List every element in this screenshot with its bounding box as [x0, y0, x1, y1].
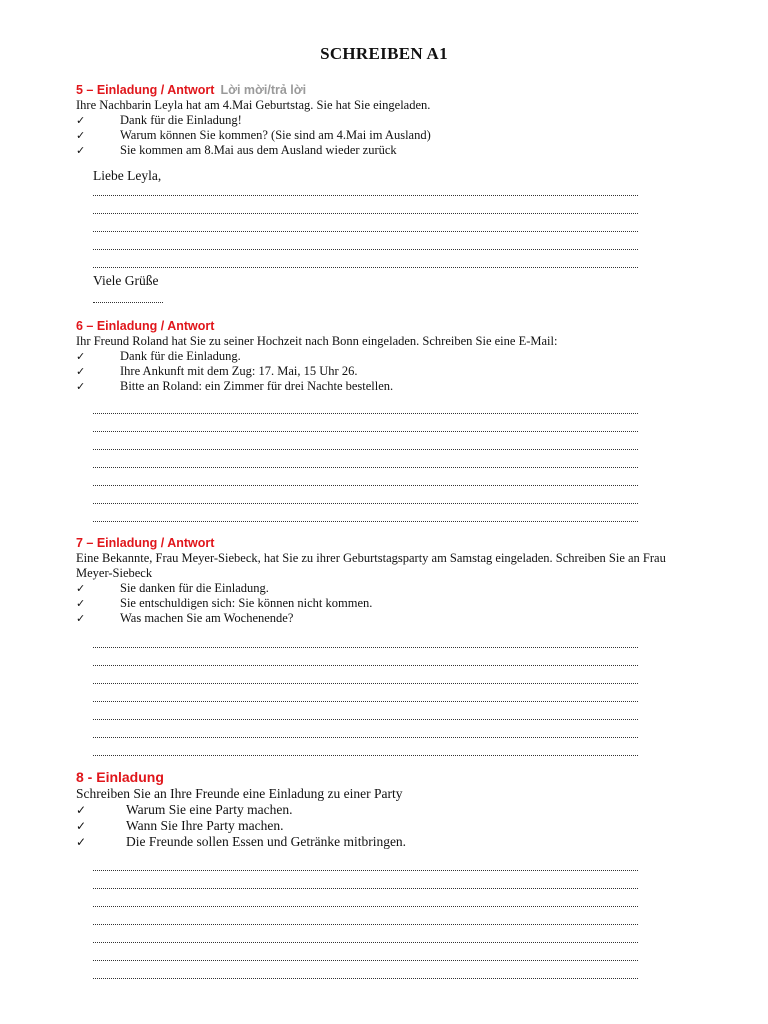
task-item	[76, 143, 696, 158]
task-text: Dank für die Einladung!	[120, 113, 242, 127]
checkmark-icon: ✓	[76, 819, 87, 833]
writing-line[interactable]	[93, 213, 638, 214]
letter-closing: Viele Grüße	[93, 273, 159, 288]
writing-line[interactable]	[93, 924, 638, 925]
writing-line[interactable]	[93, 485, 638, 486]
task-item	[76, 596, 696, 611]
task-item	[76, 128, 696, 143]
task-text: Sie kommen am 8.Mai aus dem Ausland wieder zurück	[120, 143, 397, 157]
section-intro: Schreiben Sie an Ihre Freunde eine Einladung zu einer Party	[76, 786, 403, 801]
section-subheading: Lời mời/trả lời	[220, 83, 307, 97]
checkmark-icon: ✓	[76, 582, 86, 595]
writing-line[interactable]	[93, 755, 638, 756]
writing-line[interactable]	[93, 449, 638, 450]
task-text: Die Freunde sollen Essen und Getränke mitbringen.	[126, 834, 407, 849]
task-item	[76, 834, 696, 850]
task-text: Warum Sie eine Party machen.	[126, 802, 293, 817]
checkmark-icon: ✓	[76, 365, 86, 378]
checkmark-icon: ✓	[76, 597, 86, 610]
task-item	[76, 113, 696, 128]
signature-line[interactable]	[93, 302, 163, 303]
letter-greeting: Liebe Leyla,	[93, 168, 162, 183]
section-8	[76, 769, 696, 850]
task-item	[76, 818, 696, 834]
writing-line[interactable]	[93, 683, 638, 684]
writing-line[interactable]	[93, 942, 638, 943]
section-intro: Ihr Freund Roland hat Sie zu seiner Hochzeit nach Bonn eingeladen. Schreiben Sie eine E-Mail:	[76, 334, 558, 348]
section-heading: 7 – Einladung / Antwort	[76, 536, 215, 550]
writing-line[interactable]	[93, 665, 638, 666]
task-item	[76, 802, 696, 818]
task-item	[76, 349, 696, 364]
checkmark-icon: ✓	[76, 129, 86, 142]
checkmark-icon: ✓	[76, 612, 86, 625]
writing-line[interactable]	[93, 906, 638, 907]
writing-line[interactable]	[93, 231, 638, 232]
task-text: Was machen Sie am Wochenende?	[120, 611, 294, 625]
section-intro: Eine Bekannte, Frau Meyer-Siebeck, hat Sie zu ihrer Geburtstagsparty am Samstag eingeladen. Schreiben Sie an Frau Meyer-Siebeck	[76, 551, 666, 580]
task-item	[76, 611, 696, 626]
task-text: Dank für die Einladung.	[120, 349, 241, 363]
task-text: Warum können Sie kommen? (Sie sind am 4.Mai im Ausland)	[120, 128, 431, 142]
checkmark-icon: ✓	[76, 380, 86, 393]
task-list	[76, 113, 696, 158]
writing-line[interactable]	[93, 870, 638, 871]
task-text: Sie entschuldigen sich: Sie können nicht kommen.	[120, 596, 373, 610]
section-heading-text: 5 – Einladung / Antwort	[76, 83, 215, 97]
task-text: Ihre Ankunft mit dem Zug: 17. Mai, 15 Uhr 26.	[120, 364, 358, 378]
writing-line[interactable]	[93, 960, 638, 961]
section-7	[76, 536, 696, 626]
checkmark-icon: ✓	[76, 835, 87, 849]
section-heading: 6 – Einladung / Antwort	[76, 319, 215, 333]
task-list	[76, 581, 696, 626]
checkmark-icon: ✓	[76, 144, 86, 157]
section-heading	[76, 83, 696, 98]
section-intro: Ihre Nachbarin Leyla hat am 4.Mai Geburtstag. Sie hat Sie eingeladen.	[76, 98, 431, 112]
task-list	[76, 802, 696, 850]
section-heading: 8 - Einladung	[76, 769, 164, 785]
writing-line[interactable]	[93, 701, 638, 702]
writing-line[interactable]	[93, 195, 638, 196]
writing-line[interactable]	[93, 521, 638, 522]
task-list	[76, 349, 696, 394]
section-6	[76, 319, 696, 394]
checkmark-icon: ✓	[76, 114, 86, 127]
task-text: Sie danken für die Einladung.	[120, 581, 269, 595]
task-item	[76, 364, 696, 379]
task-item	[76, 581, 696, 596]
writing-line[interactable]	[93, 431, 638, 432]
writing-line[interactable]	[93, 978, 638, 979]
writing-line[interactable]	[93, 647, 638, 648]
writing-line[interactable]	[93, 888, 638, 889]
task-item	[76, 379, 696, 394]
task-text: Wann Sie Ihre Party machen.	[126, 818, 284, 833]
writing-line[interactable]	[93, 737, 638, 738]
writing-line[interactable]	[93, 267, 638, 268]
writing-line[interactable]	[93, 467, 638, 468]
section-5	[76, 83, 696, 158]
writing-line[interactable]	[93, 249, 638, 250]
writing-line[interactable]	[93, 719, 638, 720]
task-text: Bitte an Roland: ein Zimmer für drei Nachte bestellen.	[120, 379, 394, 393]
page-title: SCHREIBEN A1	[320, 44, 448, 63]
checkmark-icon: ✓	[76, 803, 87, 817]
writing-line[interactable]	[93, 413, 638, 414]
checkmark-icon: ✓	[76, 350, 86, 363]
writing-line[interactable]	[93, 503, 638, 504]
